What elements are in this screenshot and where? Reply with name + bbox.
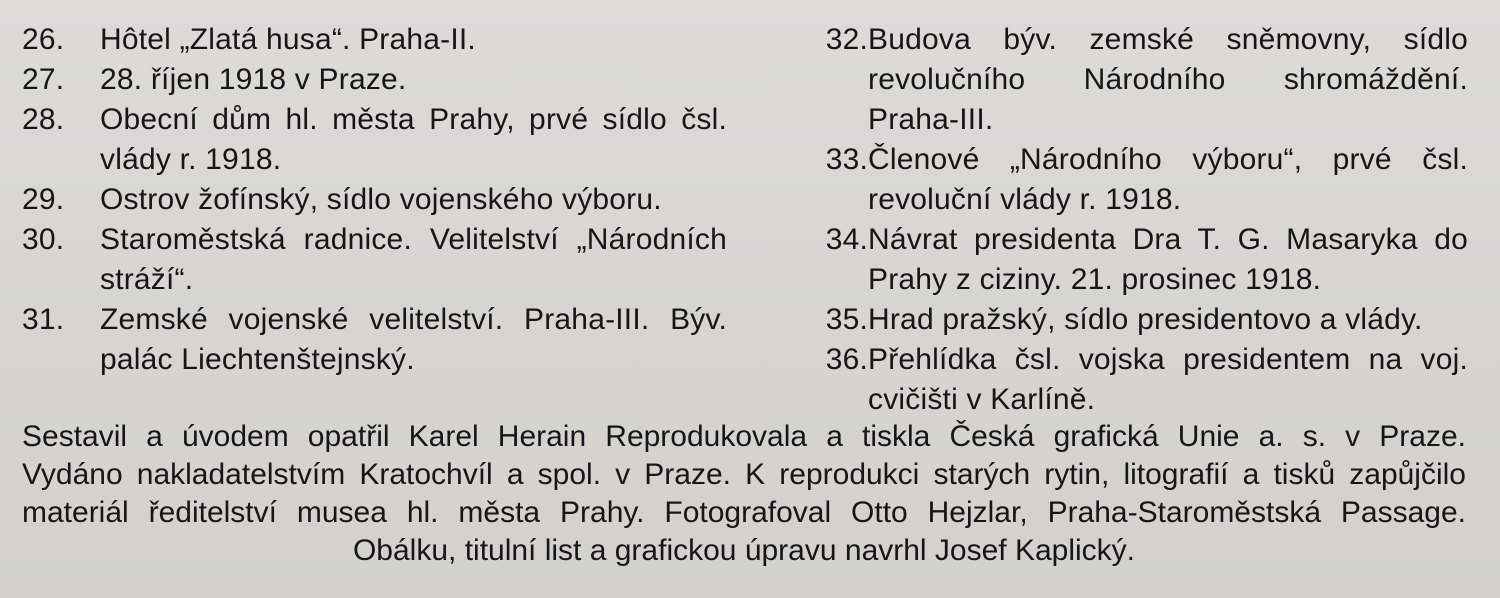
- entry-text: Přehlídka čsl. vojska presidentem na voj. cvičišti v Karlíně.: [868, 343, 1468, 416]
- entry-number: 36.: [825, 343, 868, 376]
- list-item: [22, 180, 727, 220]
- caption-list-right: [790, 20, 1468, 420]
- list-item: [790, 340, 1468, 420]
- list-item: [790, 140, 1468, 220]
- entry-number: 34.: [825, 223, 868, 256]
- entry-text: Ostrov žofínský, sídlo vojenského výboru.: [100, 183, 662, 216]
- entry-text: Členové „Národního výboru“, prvé čsl. revoluční vlády r. 1918.: [868, 143, 1468, 216]
- list-item: [790, 220, 1468, 300]
- entry-text: Hrad pražský, sídlo presidentovo a vlády.: [868, 303, 1423, 336]
- credits-line-4: Obálku, titulní list a grafickou úpravu navrhl Josef Kaplický.: [352, 534, 1136, 567]
- entry-text: Zemské vojenské velitelství. Praha-III. Býv. palác Liechtenštejnský.: [100, 303, 727, 376]
- entry-number: 29.: [22, 183, 65, 216]
- entry-number: 31.: [22, 303, 65, 336]
- entry-number: 28.: [22, 103, 65, 136]
- entry-text: 28. říjen 1918 v Praze.: [100, 63, 407, 96]
- list-item: [790, 20, 1468, 140]
- entry-number: 35.: [825, 303, 868, 336]
- entry-text: Staroměstská radnice. Velitelství „Národních stráží“.: [100, 223, 727, 296]
- credits-paragraph: [22, 418, 1466, 570]
- entry-number: 27.: [22, 63, 65, 96]
- entry-text: Hôtel „Zlatá husa“. Praha-II.: [100, 23, 476, 56]
- entry-number: 30.: [22, 223, 65, 256]
- entry-number: 33.: [825, 143, 868, 176]
- entry-number: 32.: [825, 23, 868, 56]
- list-item: [22, 300, 727, 380]
- caption-list-left: [22, 20, 727, 380]
- entry-number: 26.: [22, 23, 65, 56]
- list-item: [790, 300, 1468, 340]
- entry-text: Obecní dům hl. města Prahy, prvé sídlo čsl. vlády r. 1918.: [100, 103, 727, 176]
- list-item: [22, 20, 727, 60]
- entry-text: Návrat presidenta Dra T. G. Masaryka do Prahy z ciziny. 21. prosinec 1918.: [868, 223, 1468, 296]
- credits-line-3: materiál ředitelství musea hl. města Prahy. Fotografoval Otto Hejzlar, Praha-Staroměstská Passage.: [22, 496, 1466, 529]
- list-item: [22, 220, 727, 300]
- credits-line-2: Vydáno nakladatelstvím Kratochvíl a spol. v Praze. K reprodukci starých rytin, litografií a tisků zapůjčilo: [22, 458, 1466, 491]
- credits-line-1: Sestavil a úvodem opatřil Karel Herain Reprodukovala a tiskla Česká grafická Unie a. s. v Praze.: [22, 420, 1466, 453]
- list-item: [22, 60, 727, 100]
- list-item: [22, 100, 727, 180]
- entry-text: Budova býv. zemské sněmovny, sídlo revolučního Národního shromáždění. Praha-III.: [868, 23, 1468, 136]
